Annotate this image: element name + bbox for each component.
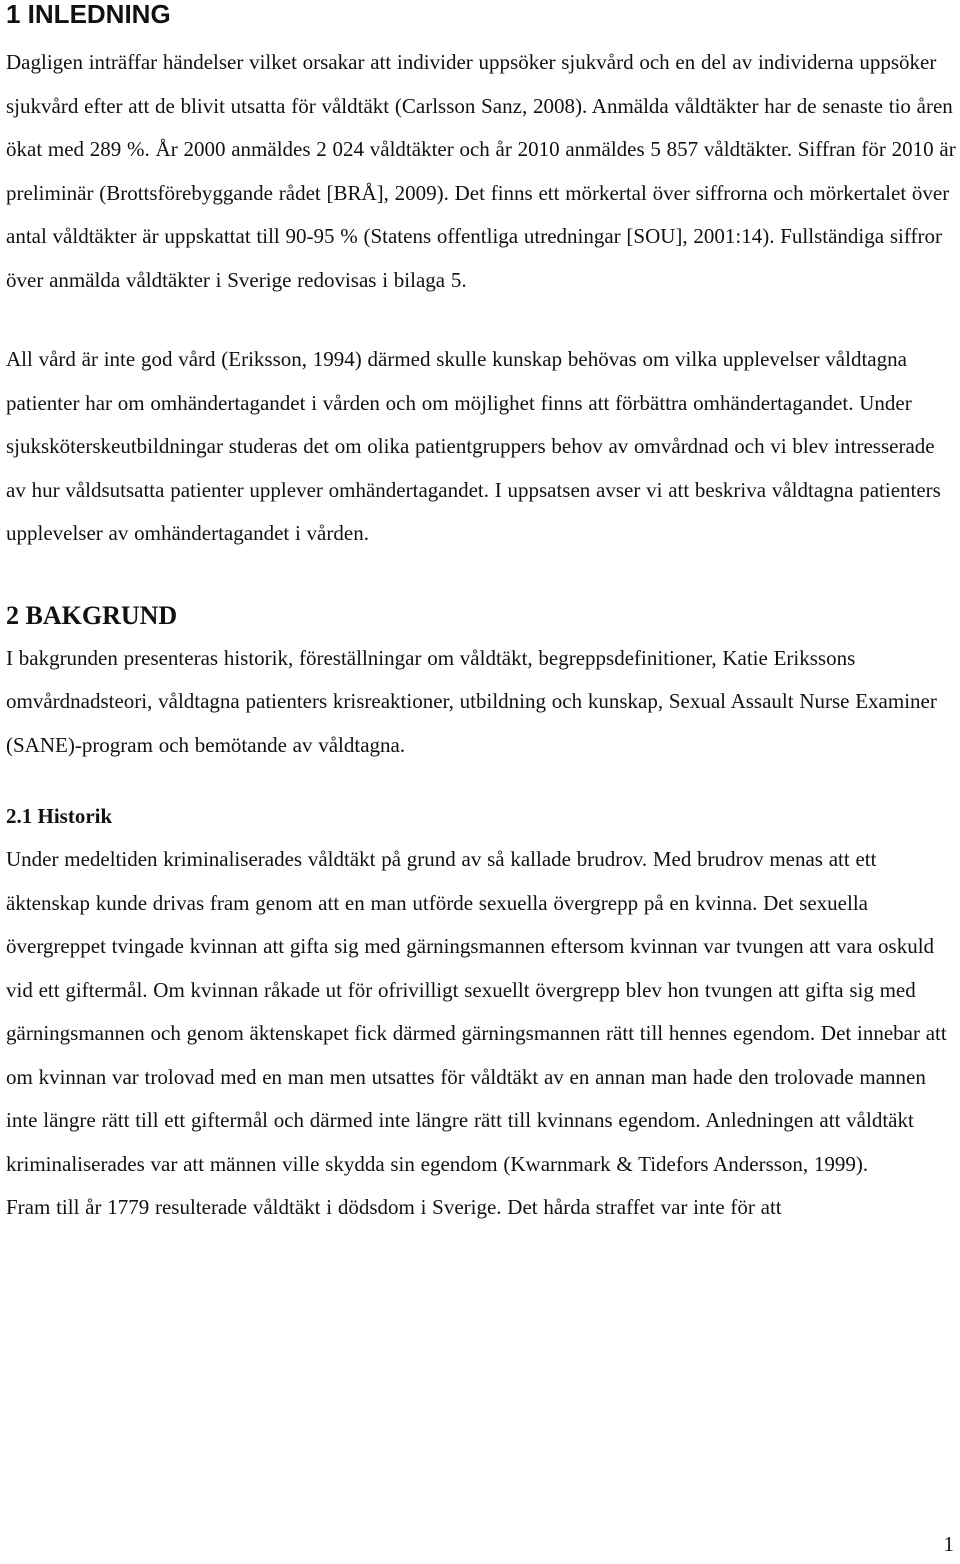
chapter-heading-inledning: 1 INLEDNING: [6, 0, 171, 29]
paragraph-historik-1: Under medeltiden kriminaliserades våldtäkt på grund av så kallade brudrov. Med brudrov menas att ett äktenskap kunde drivas fram genom att en man utförde sexuella övergrepp på en kvinna. Det sexuella övergreppet tvingade kvinnan att gifta sig med gärningsmannen eftersom kvinnan var tvungen att vara oskuld vid ett giftermål. Om kvinnan råkade ut för ofrivilligt sexuellt övergrepp blev hon tvungen att gifta sig med gärningsmannen och genom äktenskapet fick därmed gärningsmannen rätt till hennes egendom. Det innebar att om kvinnan var trolovad med en man men utsattes för våldtäkt av en annan man hade den trolovade mannen inte längre rätt till ett giftermål och därmed inte längre rätt till kvinnans egendom. Anledningen att våldtäkt kriminaliserades var att männen ville skydda sin egendom (Kwarnmark & Tidefors Andersson, 1999).: [6, 847, 947, 1176]
paragraph-inledning-1: Dagligen inträffar händelser vilket orsakar att individer uppsöker sjukvård och en del av individerna uppsöker sjukvård efter att de blivit utsatta för våldtäkt (Carlsson Sanz, 2008). Anmälda våldtäkter har de senaste tio åren ökat med 289 %. År 2000 anmäldes 2 024 våldtäkter och år 2010 anmäldes 5 857 våldtäkter. Siffran för 2010 är preliminär (Brottsförebyggande rådet [BRÅ], 2009). Det finns ett mörkertal över siffrorna och mörkertalet över antal våldtäkter är uppskattat till 90-95 % (Statens offentliga utredningar [SOU], 2001:14). Fullständiga siffror över anmälda våldtäkter i Sverige redovisas i bilaga 5.: [6, 50, 956, 292]
section-heading-historik: 2.1 Historik: [6, 804, 113, 828]
chapter-heading-bakgrund: 2 BAKGRUND: [6, 600, 178, 630]
paragraph-inledning-2: All vård är inte god vård (Eriksson, 1994) därmed skulle kunskap behövas om vilka upplevelser våldtagna patienter har om omhändertagandet i vården och om möjlighet finns att förbättra omhändertagandet. Under sjuksköterskeutbildningar studeras det om olika patientgruppers behov av omvårdnad och vi blev intresserade av hur våldsutsatta patienter upplever omhändertagandet. I uppsatsen avser vi att beskriva våldtagna patienters upplevelser av omhändertagandet i vården.: [6, 347, 941, 545]
page-number: 1: [943, 1532, 954, 1556]
page-content: [6, 0, 956, 1230]
paragraph-bakgrund-intro: I bakgrunden presenteras historik, föreställningar om våldtäkt, begreppsdefinitioner, Katie Erikssons omvårdnadsteori, våldtagna patienters krisreaktioner, utbildning och kunskap, Sexual Assault Nurse Examiner (SANE)-program och bemötande av våldtagna.: [6, 645, 937, 757]
paragraph-historik-2: Fram till år 1779 resulterade våldtäkt i dödsdom i Sverige. Det hårda straffet var inte för att: [6, 1195, 782, 1219]
